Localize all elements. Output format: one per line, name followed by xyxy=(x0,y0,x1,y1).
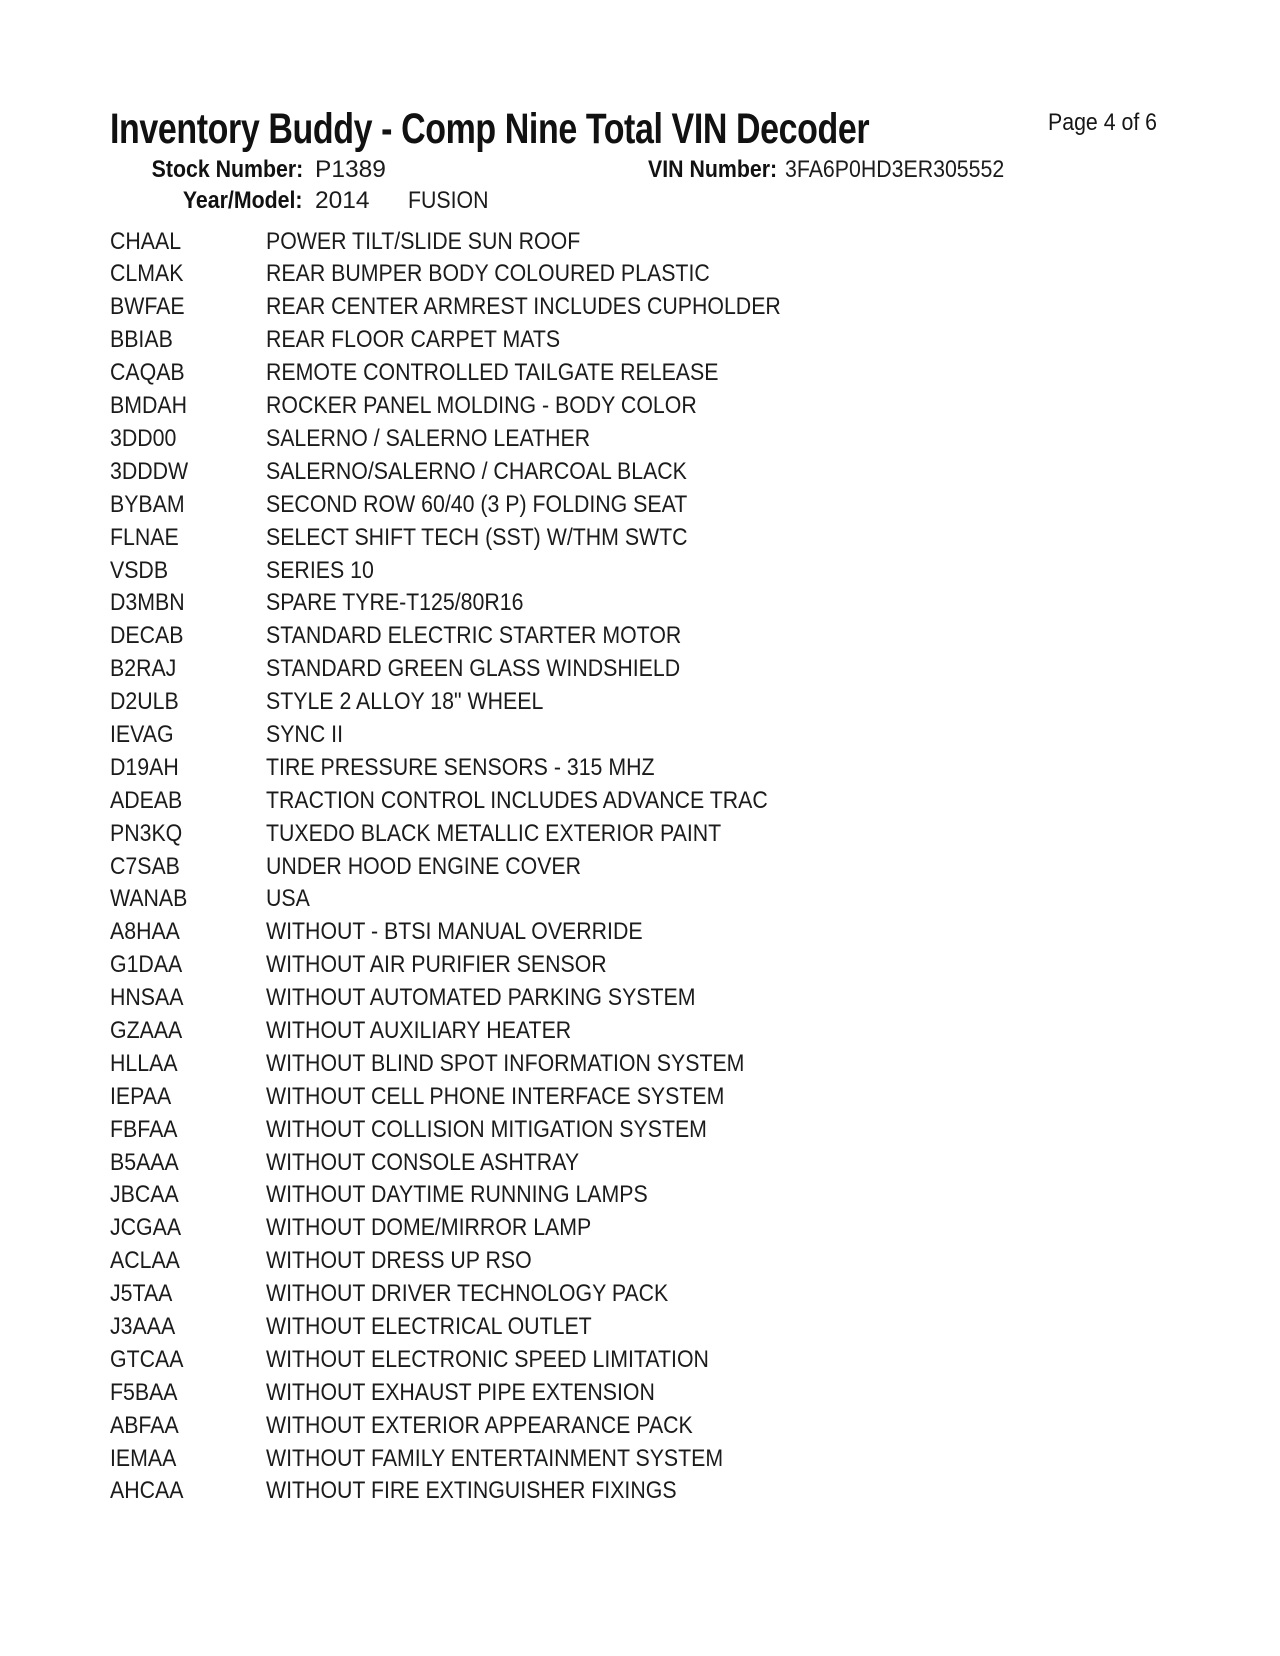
option-row xyxy=(0,1179,1280,1212)
option-description: WITHOUT AIR PURIFIER SENSOR xyxy=(266,951,607,979)
option-description: WITHOUT DOME/MIRROR LAMP xyxy=(266,1214,592,1242)
option-row xyxy=(0,1443,1280,1476)
option-row xyxy=(0,1048,1280,1081)
option-row xyxy=(0,258,1280,291)
option-description: WITHOUT CONSOLE ASHTRAY xyxy=(266,1148,580,1176)
option-row xyxy=(0,982,1280,1015)
option-code: C7SAB xyxy=(110,852,180,880)
option-code: PN3KQ xyxy=(110,819,183,847)
option-description: SALERNO / SALERNO LEATHER xyxy=(266,424,591,452)
option-code: G1DAA xyxy=(110,951,183,979)
option-description: WITHOUT AUTOMATED PARKING SYSTEM xyxy=(266,984,696,1012)
option-row xyxy=(0,1081,1280,1114)
option-row xyxy=(0,423,1280,456)
option-description: WITHOUT COLLISION MITIGATION SYSTEM xyxy=(266,1115,707,1143)
option-code: GZAAA xyxy=(110,1016,183,1044)
option-row xyxy=(0,916,1280,949)
option-code: D19AH xyxy=(110,753,179,781)
option-description: REAR BUMPER BODY COLOURED PLASTIC xyxy=(266,260,710,288)
option-code: IEVAG xyxy=(110,720,174,748)
option-row xyxy=(0,1311,1280,1344)
option-row xyxy=(0,489,1280,522)
option-row xyxy=(0,818,1280,851)
option-row xyxy=(0,1212,1280,1245)
option-description: TRACTION CONTROL INCLUDES ADVANCE TRAC xyxy=(266,786,768,814)
option-code: DECAB xyxy=(110,622,184,650)
option-description: SYNC II xyxy=(266,720,343,748)
option-row xyxy=(0,1245,1280,1278)
option-description: WITHOUT AUXILIARY HEATER xyxy=(266,1016,572,1044)
option-description: WITHOUT DRIVER TECHNOLOGY PACK xyxy=(266,1280,669,1308)
option-description: SELECT SHIFT TECH (SST) W/THM SWTC xyxy=(266,523,688,551)
option-code: FLNAE xyxy=(110,523,179,551)
option-description: WITHOUT BLIND SPOT INFORMATION SYSTEM xyxy=(266,1049,745,1077)
model-value: FUSION xyxy=(408,187,489,214)
vin-number-value: 3FA6P0HD3ER305552 xyxy=(785,156,1005,183)
option-code: HLLAA xyxy=(110,1049,178,1077)
option-code: 3DD00 xyxy=(110,424,177,452)
option-code: B5AAA xyxy=(110,1148,179,1176)
option-description: WITHOUT EXHAUST PIPE EXTENSION xyxy=(266,1378,655,1406)
option-row xyxy=(0,1015,1280,1048)
option-code: A8HAA xyxy=(110,918,180,946)
option-row xyxy=(0,883,1280,916)
option-row xyxy=(0,1147,1280,1180)
option-description: WITHOUT FAMILY ENTERTAINMENT SYSTEM xyxy=(266,1444,724,1472)
option-row xyxy=(0,357,1280,390)
option-code: CAQAB xyxy=(110,359,185,387)
option-row xyxy=(0,1278,1280,1311)
option-description: SECOND ROW 60/40 (3 P) FOLDING SEAT xyxy=(266,490,688,518)
option-code: J5TAA xyxy=(110,1280,173,1308)
option-code: BMDAH xyxy=(110,392,187,420)
option-description: REMOTE CONTROLLED TAILGATE RELEASE xyxy=(266,359,719,387)
option-row xyxy=(0,1377,1280,1410)
options-table xyxy=(0,226,1280,1509)
option-code: ACLAA xyxy=(110,1247,180,1275)
option-description: STANDARD GREEN GLASS WINDSHIELD xyxy=(266,655,681,683)
vehicle-meta-row-2 xyxy=(0,188,1280,214)
option-description: ROCKER PANEL MOLDING - BODY COLOR xyxy=(266,392,697,420)
option-description: WITHOUT FIRE EXTINGUISHER FIXINGS xyxy=(266,1477,677,1505)
page-indicator xyxy=(1048,111,1173,136)
option-description: SALERNO/SALERNO / CHARCOAL BLACK xyxy=(266,457,687,485)
option-code: B2RAJ xyxy=(110,655,177,683)
stock-number-label: Stock Number: xyxy=(151,156,303,183)
option-description: WITHOUT ELECTRICAL OUTLET xyxy=(266,1312,592,1340)
option-description: WITHOUT ELECTRONIC SPEED LIMITATION xyxy=(266,1345,709,1373)
option-row xyxy=(0,324,1280,357)
option-description: UNDER HOOD ENGINE COVER xyxy=(266,852,582,880)
option-code: CHAAL xyxy=(110,227,182,255)
option-description: TUXEDO BLACK METALLIC EXTERIOR PAINT xyxy=(266,819,722,847)
option-row xyxy=(0,1475,1280,1508)
page-title-text: Inventory Buddy - Comp Nine Total VIN Decoder xyxy=(110,105,870,153)
option-row xyxy=(0,752,1280,785)
option-description: WITHOUT - BTSI MANUAL OVERRIDE xyxy=(266,918,643,946)
option-code: GTCAA xyxy=(110,1345,184,1373)
option-code: ABFAA xyxy=(110,1411,179,1439)
option-description: STYLE 2 ALLOY 18" WHEEL xyxy=(266,688,544,716)
option-code: WANAB xyxy=(110,885,188,913)
option-code: JBCAA xyxy=(110,1181,179,1209)
option-row xyxy=(0,686,1280,719)
option-description: TIRE PRESSURE SENSORS - 315 MHZ xyxy=(266,753,655,781)
stock-number-value: P1389 xyxy=(315,156,386,183)
option-row xyxy=(0,851,1280,884)
option-code: HNSAA xyxy=(110,984,184,1012)
option-code: 3DDDW xyxy=(110,457,189,485)
option-code: IEMAA xyxy=(110,1444,177,1472)
year-model-label: Year/Model: xyxy=(183,187,303,214)
option-description: SERIES 10 xyxy=(266,556,374,584)
option-row xyxy=(0,719,1280,752)
option-row xyxy=(0,620,1280,653)
option-code: BBIAB xyxy=(110,326,173,354)
page-indicator-text: Page 4 of 6 xyxy=(1048,109,1158,136)
option-row xyxy=(0,456,1280,489)
option-description: REAR CENTER ARMREST INCLUDES CUPHOLDER xyxy=(266,293,781,321)
option-code: JCGAA xyxy=(110,1214,182,1242)
option-row xyxy=(0,1410,1280,1443)
option-row xyxy=(0,522,1280,555)
option-row xyxy=(0,291,1280,324)
page-title xyxy=(110,105,1071,153)
option-row xyxy=(0,226,1280,259)
option-code: D3MBN xyxy=(110,589,185,617)
option-code: VSDB xyxy=(110,556,169,584)
option-code: BYBAM xyxy=(110,490,185,518)
option-code: AHCAA xyxy=(110,1477,184,1505)
option-description: SPARE TYRE-T125/80R16 xyxy=(266,589,524,617)
option-row xyxy=(0,653,1280,686)
option-description: STANDARD ELECTRIC STARTER MOTOR xyxy=(266,622,682,650)
option-description: WITHOUT DAYTIME RUNNING LAMPS xyxy=(266,1181,648,1209)
option-description: WITHOUT DRESS UP RSO xyxy=(266,1247,532,1275)
option-code: ADEAB xyxy=(110,786,183,814)
option-code: D2ULB xyxy=(110,688,179,716)
option-description: POWER TILT/SLIDE SUN ROOF xyxy=(266,227,581,255)
option-row xyxy=(0,1114,1280,1147)
option-code: FBFAA xyxy=(110,1115,178,1143)
option-row xyxy=(0,555,1280,588)
option-code: CLMAK xyxy=(110,260,184,288)
option-description: WITHOUT EXTERIOR APPEARANCE PACK xyxy=(266,1411,693,1439)
option-description: WITHOUT CELL PHONE INTERFACE SYSTEM xyxy=(266,1082,725,1110)
vehicle-meta-row-1 xyxy=(0,157,1280,183)
option-row xyxy=(0,587,1280,620)
option-row xyxy=(0,949,1280,982)
option-code: J3AAA xyxy=(110,1312,176,1340)
year-value: 2014 xyxy=(315,187,370,214)
option-code: BWFAE xyxy=(110,293,185,321)
option-row xyxy=(0,390,1280,423)
option-row xyxy=(0,1344,1280,1377)
option-code: F5BAA xyxy=(110,1378,178,1406)
option-code: IEPAA xyxy=(110,1082,172,1110)
option-description: REAR FLOOR CARPET MATS xyxy=(266,326,561,354)
option-description: USA xyxy=(266,885,310,913)
option-row xyxy=(0,785,1280,818)
vin-number-label: VIN Number: xyxy=(648,156,778,183)
